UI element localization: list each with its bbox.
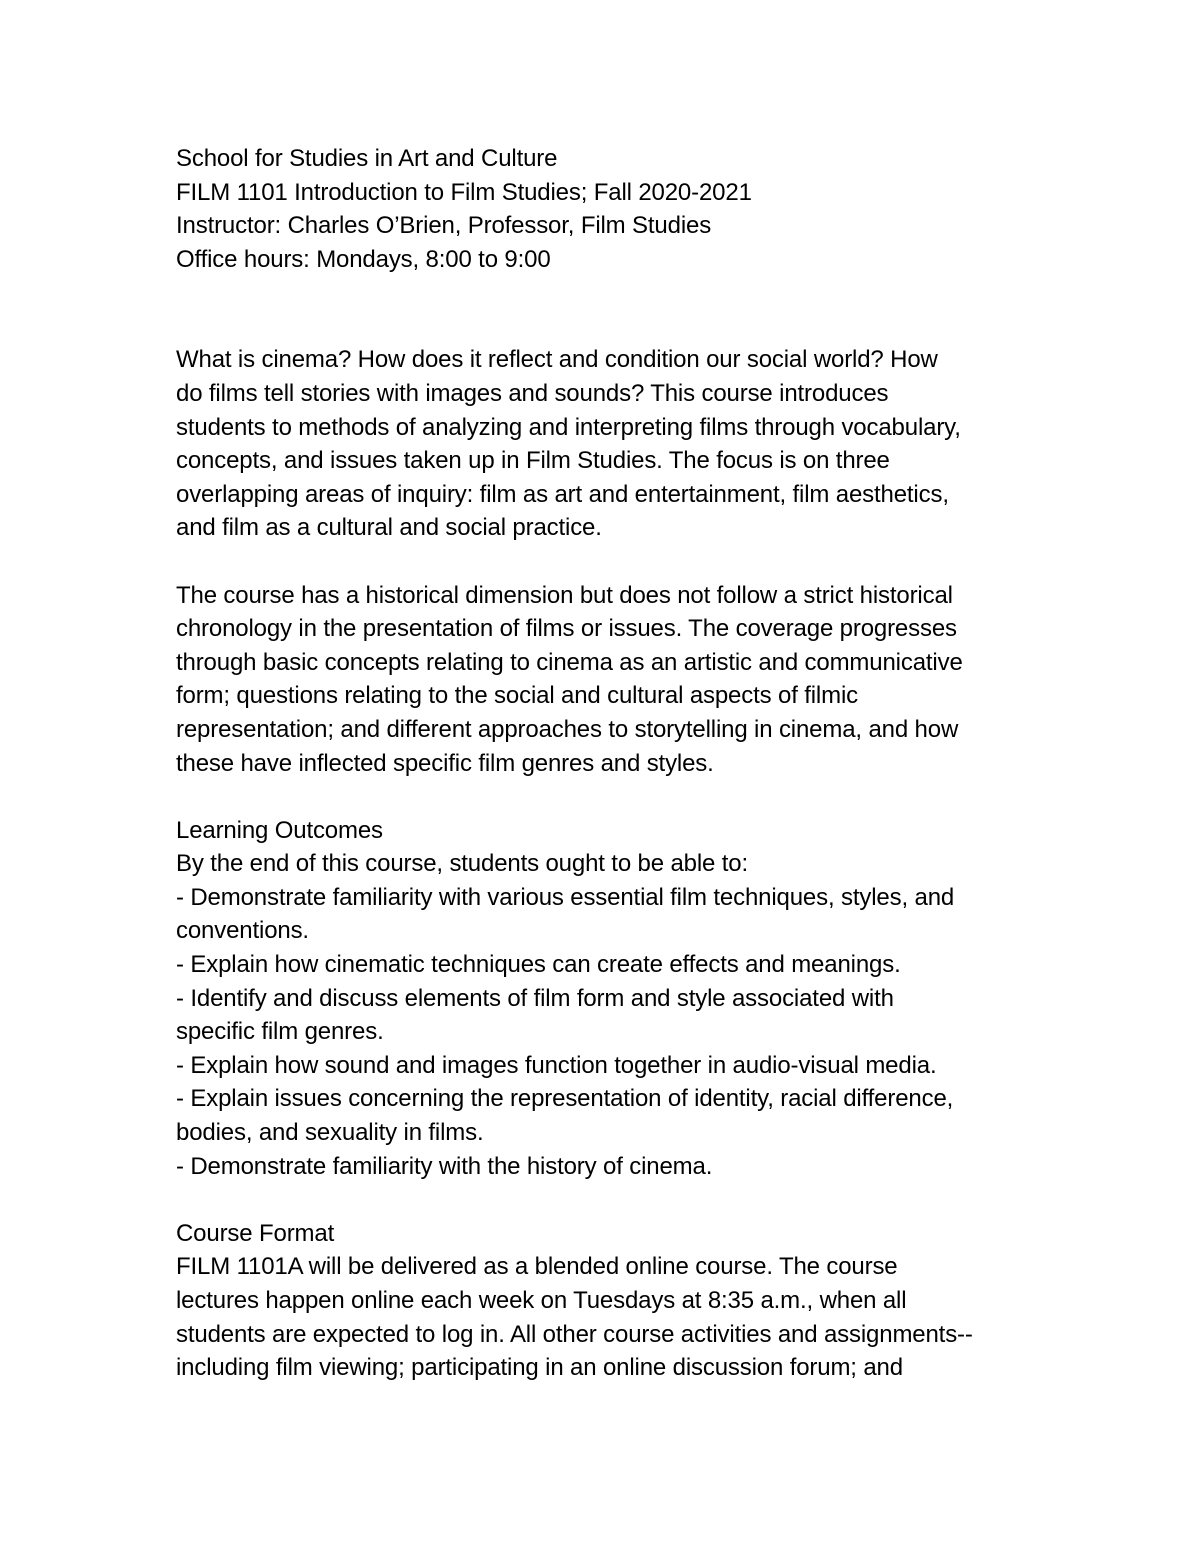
paragraph-line: What is cinema? How does it reflect and condition our social world? How: [176, 346, 938, 374]
section-heading: Course Format: [176, 1219, 335, 1247]
paragraph-line: form; questions relating to the social and cultural aspects of filmic: [176, 682, 858, 710]
document-header: [176, 142, 1036, 276]
outcome-item-continued: conventions.: [176, 917, 309, 945]
outcome-item: - Explain how sound and images function together in audio-visual media.: [176, 1051, 937, 1079]
paragraph-line: concepts, and issues taken up in Film Studies. The focus is on three: [176, 447, 890, 475]
intro-paragraph: [176, 343, 1036, 545]
paragraph-line: lectures happen online each week on Tuesdays at 8:35 a.m., when all: [176, 1287, 907, 1314]
office-hours-line: Office hours: Mondays, 8:00 to 9:00: [176, 245, 551, 273]
paragraph-line: The course has a historical dimension but does not follow a strict historical: [176, 581, 953, 609]
school-name: School for Studies in Art and Culture: [176, 145, 558, 172]
section-heading: Learning Outcomes: [176, 816, 383, 844]
paragraph-line: these have inflected specific film genres and styles.: [176, 749, 714, 777]
spacer: [176, 1183, 1036, 1217]
paragraph-line: students are expected to log in. All other course activities and assignments--: [176, 1320, 973, 1348]
course-title: FILM 1101 Introduction to Film Studies; Fall 2020-2021: [176, 178, 752, 206]
paragraph-line: through basic concepts relating to cinema as an artistic and communicative: [176, 648, 963, 676]
paragraph-line: do films tell stories with images and sounds? This course introduces: [176, 379, 889, 407]
course-format-section: [176, 1217, 1036, 1385]
outcome-item-continued: specific film genres.: [176, 1018, 384, 1046]
learning-outcomes-section: [176, 814, 1036, 1184]
outcomes-intro: By the end of this course, students ought to be able to:: [176, 850, 748, 878]
outcome-item: - Identify and discuss elements of film form and style associated with: [176, 984, 894, 1012]
paragraph-line: students to methods of analyzing and interpreting films through vocabulary,: [176, 413, 961, 441]
document-body: [176, 142, 1036, 1385]
paragraph-line: FILM 1101A will be delivered as a blended online course. The course: [176, 1253, 898, 1281]
outcome-item: - Explain issues concerning the representation of identity, racial difference,: [176, 1085, 954, 1113]
spacer: [176, 545, 1036, 579]
paragraph-line: overlapping areas of inquiry: film as art and entertainment, film aesthetics,: [176, 480, 949, 508]
paragraph-line: and film as a cultural and social practice.: [176, 514, 602, 542]
spacer: [176, 276, 1036, 343]
outcome-item: - Demonstrate familiarity with the history of cinema.: [176, 1152, 713, 1180]
paragraph-line: including film viewing; participating in an online discussion forum; and: [176, 1354, 903, 1382]
spacer: [176, 780, 1036, 814]
paragraph-line: representation; and different approaches to storytelling in cinema, and how: [176, 715, 959, 743]
outcome-item-continued: bodies, and sexuality in films.: [176, 1119, 484, 1147]
instructor-line: Instructor: Charles O’Brien, Professor, Film Studies: [176, 212, 712, 240]
outcome-item: - Explain how cinematic techniques can create effects and meanings.: [176, 951, 901, 979]
outcome-item: - Demonstrate familiarity with various essential film techniques, styles, and: [176, 883, 955, 911]
paragraph-line: chronology in the presentation of films or issues. The coverage progresses: [176, 615, 957, 643]
history-paragraph: [176, 579, 1036, 781]
